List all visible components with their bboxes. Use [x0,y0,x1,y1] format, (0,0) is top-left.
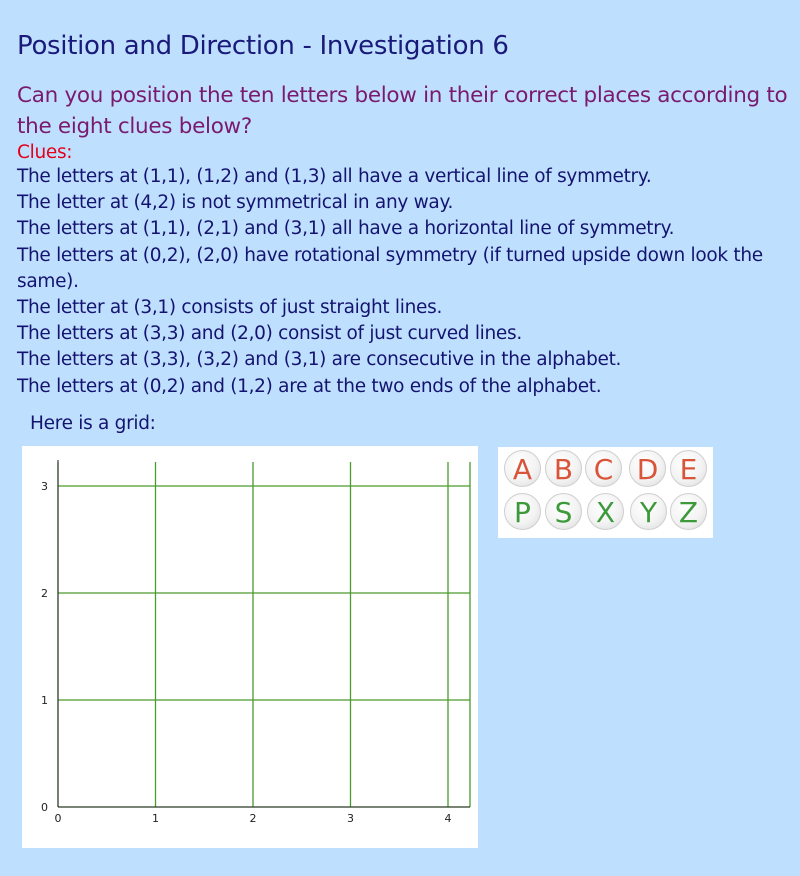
letter-tile-c: C [585,450,622,487]
grid-label: Here is a grid: [30,413,156,434]
letter-tile-y: Y [630,493,667,530]
y-tick-label: 1 [41,694,48,707]
clue-3: The letters at (1,1), (2,1) and (3,1) all have a horizontal line of symmetry. [17,218,675,240]
y-tick-label: 2 [41,587,48,600]
clues-heading: Clues: [17,142,73,163]
x-tick-label: 2 [249,812,257,825]
clue-8: The letters at (0,2) and (1,2) are at the two ends of the alphabet. [17,375,602,397]
letter-tile-a: A [504,450,541,487]
letter-tile-x: X [587,493,624,530]
letter-tile-e: E [670,450,707,487]
x-tick-label: 3 [347,812,354,825]
page-title: Position and Direction - Investigation 6 [17,31,509,61]
letter-tile-d: D [629,450,666,487]
letter-tile-z: Z [670,493,707,530]
clues-list [17,164,797,400]
coordinate-grid [22,446,478,848]
x-tick-label: 0 [54,812,62,825]
x-tick-label: 1 [152,812,159,825]
clue-2: The letter at (4,2) is not symmetrical in any way. [17,192,454,214]
clue-4: The letters at (0,2), (2,0) have rotational symmetry (if turned upside down look the same). [17,244,763,292]
letter-tiles-panel [498,447,713,538]
clue-7: The letters at (3,3), (3,2) and (3,1) are consecutive in the alphabet. [17,349,622,371]
letter-tile-p: P [504,493,541,530]
letter-tile-b: B [545,450,582,487]
x-tick-label: 4 [444,812,452,825]
grid-svg [22,446,478,848]
clue-5: The letter at (3,1) consists of just straight lines. [17,297,443,319]
y-tick-label: 3 [41,480,48,493]
question-text: Can you position the ten letters below in their correct places according to the eight clues below? [17,83,788,139]
letter-tile-s: S [545,493,582,530]
clue-6: The letters at (3,3) and (2,0) consist of just curved lines. [17,323,522,345]
clue-1: The letters at (1,1), (1,2) and (1,3) all have a vertical line of symmetry. [17,166,652,187]
y-tick-label: 0 [41,801,48,814]
